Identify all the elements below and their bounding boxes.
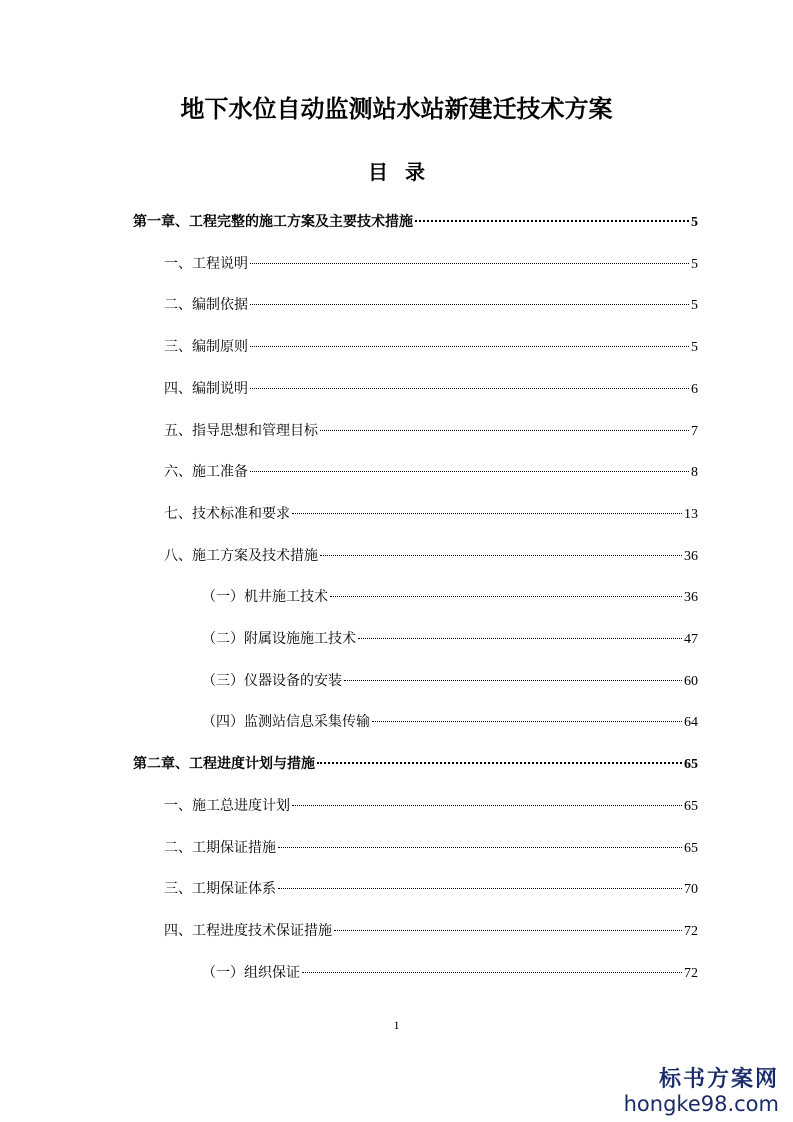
toc-entry-label: 二、编制依据 [164,297,248,314]
toc-entry-page: 36 [684,548,698,564]
toc-dot-leader [317,762,682,764]
toc-dot-leader [250,263,689,264]
toc-entry[interactable] [202,667,698,695]
toc-entry-label: 三、工期保证体系 [164,881,276,898]
toc-dot-leader [415,220,689,222]
toc-entry-label: （一）组织保证 [202,964,300,981]
toc-heading: 目 录 [368,160,425,184]
toc-dot-leader [302,972,682,973]
toc-entry[interactable] [202,625,698,653]
toc-dot-leader [278,847,682,848]
toc-entry-label: 第二章、工程进度计划与措施 [133,756,315,773]
toc-entry[interactable] [164,333,698,361]
toc-entry[interactable] [164,250,698,278]
toc-entry-label: （一）机井施工技术 [202,589,328,606]
toc-entry[interactable] [164,834,698,862]
toc-entry-page: 60 [684,673,698,689]
toc-dot-leader [250,471,689,472]
toc-dot-leader [320,555,682,556]
toc-entry[interactable] [164,792,698,820]
toc-dot-leader [292,805,682,806]
page-number: 1 [393,1018,400,1032]
toc-entry-page: 7 [691,423,698,439]
toc-dot-leader [344,680,682,681]
toc-entry-page: 65 [684,798,698,814]
toc-entry-page: 70 [684,882,698,898]
toc-entry-page: 65 [684,757,698,773]
toc-entry-label: （二）附属设施施工技术 [202,631,356,647]
toc-entry-label: 七、技术标准和要求 [164,505,290,522]
toc-entry-page: 5 [691,298,698,314]
toc-entry-label: 一、施工总进度计划 [164,797,290,814]
toc-entry[interactable] [202,708,698,736]
toc-entry[interactable] [164,458,698,486]
toc-entry-label: 八、施工方案及技术措施 [164,547,318,564]
toc-entry[interactable] [164,291,698,319]
toc-entry[interactable] [164,542,698,570]
toc-entry-page: 8 [691,465,698,481]
toc-entry[interactable] [164,417,698,445]
toc-entry-page: 72 [684,965,698,981]
toc-dot-leader [372,721,682,722]
toc-entry-label: （四）监测站信息采集传输 [202,714,370,731]
toc-entry[interactable] [164,875,698,903]
toc-dot-leader [250,388,689,389]
watermark-url[interactable]: hongke98.com [623,1092,779,1116]
toc-entry-page: 6 [691,381,698,397]
toc-entry[interactable] [164,375,698,403]
toc-dot-leader [334,930,682,931]
toc-dot-leader [330,596,682,597]
toc-dot-leader [320,430,689,431]
toc-entry-label: 三、编制原则 [164,339,248,356]
toc-dot-leader [250,346,689,347]
toc-entry-page: 65 [684,840,698,856]
toc-entry-label: 六、施工准备 [164,464,248,481]
toc-entry-label: 第一章、工程完整的施工方案及主要技术措施 [133,214,413,230]
toc-entry[interactable] [202,959,698,987]
toc-entry[interactable] [133,208,698,236]
toc-entry-page: 47 [684,632,698,647]
toc-entry-label: 二、工期保证措施 [164,839,276,856]
toc-entry-label: 四、编制说明 [164,380,248,397]
toc-entry-label: 一、工程说明 [164,255,248,272]
toc-entry[interactable] [133,750,698,778]
document-title: 地下水位自动监测站水站新建迁技术方案 [180,94,613,123]
toc-entry-page: 72 [684,923,698,939]
toc-entry[interactable] [164,917,698,945]
watermark-name: 标书方案网 [658,1066,779,1092]
toc-entry-page: 64 [684,715,698,731]
watermark-logo [620,1066,793,1116]
toc-entry[interactable] [164,500,698,528]
toc-entry-page: 5 [691,340,698,356]
toc-entry-page: 13 [684,506,698,522]
toc-entry-label: 五、指导思想和管理目标 [164,422,318,439]
toc-entry-label: （三）仪器设备的安装 [202,672,342,689]
toc-dot-leader [250,304,689,305]
toc-entry-page: 36 [684,590,698,606]
toc-entry-page: 5 [691,215,698,230]
toc-entry-label: 四、工程进度技术保证措施 [164,922,332,939]
toc-dot-leader [292,513,682,514]
toc-dot-leader [358,638,682,639]
toc-entry[interactable] [202,583,698,611]
toc-entry-page: 5 [691,256,698,272]
toc-dot-leader [278,888,682,889]
